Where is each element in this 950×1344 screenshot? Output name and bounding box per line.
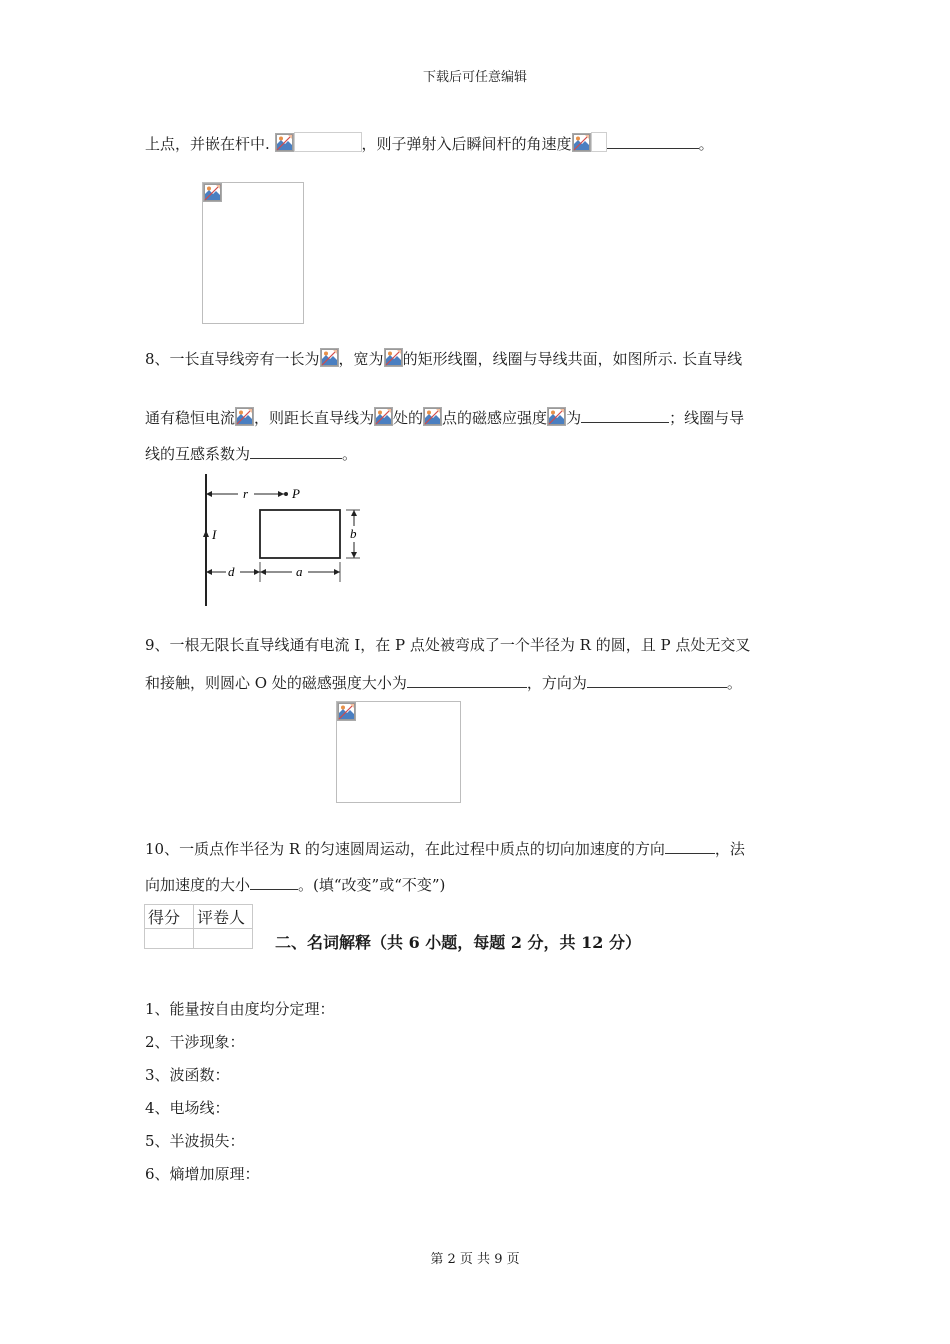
q8-text: 通有稳恒电流 xyxy=(145,409,236,427)
q9-text: ，方向为 xyxy=(526,674,587,692)
term-item: 3、波函数： xyxy=(145,1066,230,1084)
point-P xyxy=(284,492,288,496)
answer-blank xyxy=(587,673,727,688)
q8-text: 为 xyxy=(566,409,582,427)
q8-text: 处的 xyxy=(393,409,424,427)
q7-text-b: ，则子弹射入后瞬间杆的角速度 xyxy=(361,135,572,153)
broken-image-icon xyxy=(572,133,591,152)
arrowhead xyxy=(351,510,357,516)
broken-image-icon xyxy=(337,702,356,721)
label-b: b xyxy=(350,526,357,541)
q7-end: 。 xyxy=(698,135,714,153)
section-2-title: 二、名词解释（共 6 小题，每题 2 分，共 12 分） xyxy=(275,933,641,952)
page-header: 下载后可任意编辑 xyxy=(422,70,527,85)
q8-line2 xyxy=(145,407,744,428)
answer-blank xyxy=(665,839,715,854)
q7-text-a: 上点，并嵌在杆中. xyxy=(145,135,275,153)
term-item: 6、熵增加原理： xyxy=(145,1165,260,1183)
answer-blank xyxy=(250,444,342,459)
broken-image-icon xyxy=(203,183,222,202)
broken-image-icon xyxy=(423,407,442,426)
arrowhead xyxy=(254,569,260,575)
label-a: a xyxy=(296,564,303,579)
q8-text: ，则距长直导线为 xyxy=(254,409,375,427)
broken-image-icon xyxy=(374,407,393,426)
answer-blank xyxy=(407,673,527,688)
rectangular-loop xyxy=(260,510,340,558)
grader-cell[interactable] xyxy=(194,929,253,949)
arrowhead xyxy=(351,552,357,558)
term-item: 5、半波损失： xyxy=(145,1132,245,1150)
q9-end: 。 xyxy=(726,674,742,692)
arrowhead xyxy=(334,569,340,575)
q10-text: ，法 xyxy=(714,840,745,858)
q9-text: 和接触，则圆心 O 处的磁感强度大小为 xyxy=(145,674,407,692)
q8-wire-loop-diagram xyxy=(190,472,370,608)
q7-figure-placeholder xyxy=(202,182,304,324)
q10-text: 向加速度的大小 xyxy=(145,876,251,894)
grader-header: 评卷人 xyxy=(194,905,253,929)
q10-text: 。(填“改变”或“不变”) xyxy=(298,876,446,894)
score-cell[interactable] xyxy=(145,929,194,949)
q8-text: 的矩形线圈，线圈与导线共面，如图所示. 长直导线 xyxy=(402,350,743,368)
term-item: 4、电场线： xyxy=(145,1099,230,1117)
current-arrow xyxy=(203,530,209,537)
q9-line2 xyxy=(145,672,742,693)
image-placeholder-box xyxy=(294,132,362,152)
score-header: 得分 xyxy=(145,905,194,929)
broken-image-icon xyxy=(235,407,254,426)
image-placeholder-box xyxy=(591,132,607,152)
q8-line1 xyxy=(145,348,742,369)
broken-image-icon xyxy=(384,348,403,367)
q10-text: 10、一质点作半径为 R 的匀速圆周运动，在此过程中质点的切向加速度的方向 xyxy=(145,840,665,858)
q10-line1 xyxy=(145,838,745,859)
q8-text: ；线圈与导 xyxy=(669,409,745,427)
arrowhead xyxy=(260,569,266,575)
q8-line3 xyxy=(145,443,357,464)
arrowhead xyxy=(278,491,284,497)
broken-image-icon xyxy=(547,407,566,426)
q8-end: 。 xyxy=(342,445,358,463)
label-d: d xyxy=(228,564,235,579)
q10-line2 xyxy=(145,874,445,895)
q8-text: 线的互感系数为 xyxy=(145,445,251,463)
q7-line xyxy=(145,132,714,154)
q9-line1: 9、一根无限长直导线通有电流 I，在 P 点处被弯成了一个半径为 R 的圆，且 P 点处无交叉 xyxy=(145,636,751,654)
answer-blank xyxy=(250,875,298,890)
label-P: P xyxy=(292,486,300,501)
answer-blank xyxy=(581,408,669,423)
term-item: 2、干涉现象： xyxy=(145,1033,245,1051)
term-item: 1、能量按自由度均分定理： xyxy=(145,1000,335,1018)
label-I: I xyxy=(212,527,217,542)
broken-image-icon xyxy=(320,348,339,367)
label-r: r xyxy=(243,486,249,501)
broken-image-icon xyxy=(275,133,294,152)
q9-figure-placeholder xyxy=(336,701,461,803)
page-footer: 第 2 页 共 9 页 xyxy=(430,1252,520,1267)
score-table xyxy=(144,904,253,949)
q8-text: ，宽为 xyxy=(338,350,384,368)
q8-text: 8、一长直导线旁有一长为 xyxy=(145,350,320,368)
answer-blank xyxy=(607,134,699,149)
q8-text: 点的磁感应强度 xyxy=(442,409,548,427)
